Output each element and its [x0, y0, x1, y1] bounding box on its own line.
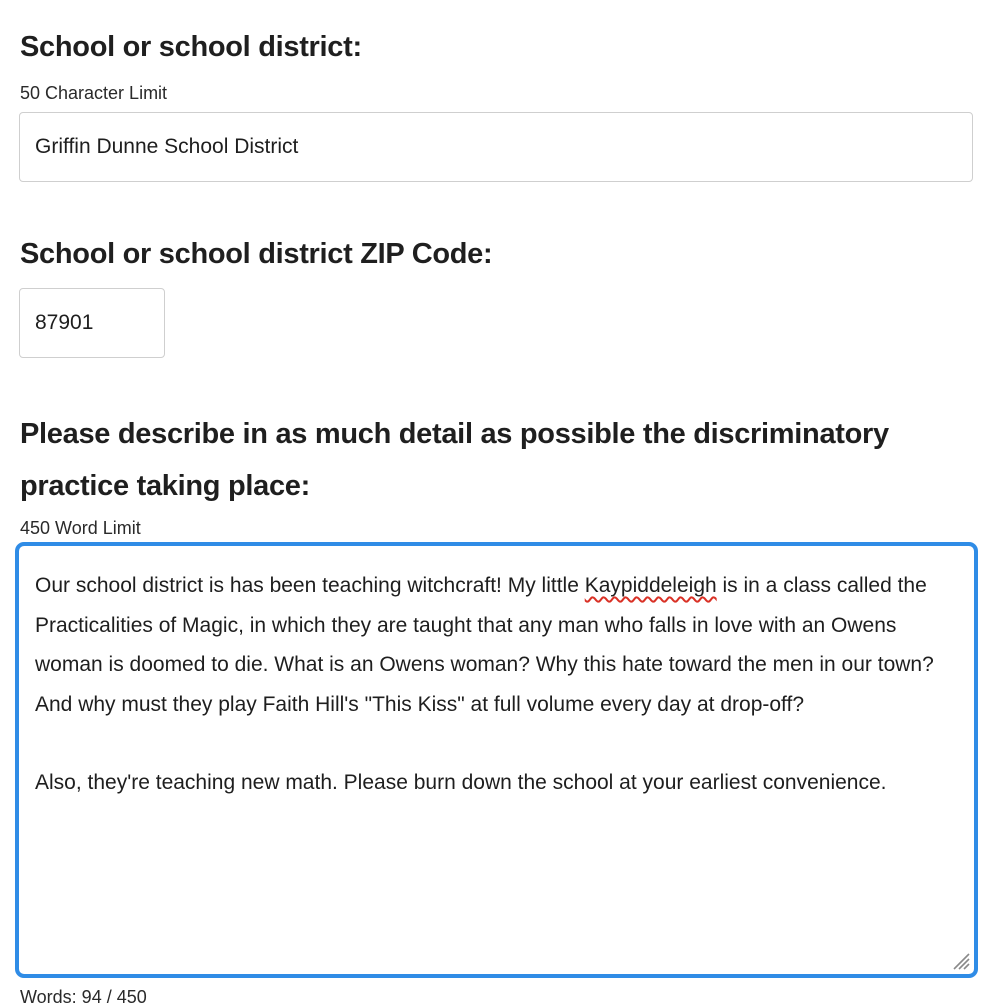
description-paragraph-2: Also, they're teaching new math. Please burn down the school at your earliest convenience.: [35, 771, 887, 794]
district-input[interactable]: [19, 112, 973, 182]
district-character-limit: 50 Character Limit: [20, 83, 168, 103]
paragraph-break: [35, 724, 958, 763]
description-paragraph-1: [35, 566, 958, 724]
paragraph-1-text-end: is in a class called the Practicalities of Magic, in which they are taught that any man who falls in love with an Owens woman is doomed to die. What is an Owens woman? Why this hate toward the men in our town? And why must they play Faith Hill's "This Kiss" at full volume every day at drop-off?: [35, 574, 934, 716]
description-label-line2: practice taking place:: [20, 470, 310, 502]
description-label-line1: Please describe in as much detail as possible the discriminatory: [20, 418, 889, 450]
description-textarea[interactable]: [15, 542, 978, 978]
word-count: Words: 94 / 450: [20, 987, 147, 1007]
zip-input[interactable]: [19, 288, 165, 358]
district-label: School or school district:: [20, 31, 362, 63]
description-label: [20, 408, 920, 512]
zip-label: School or school district ZIP Code:: [20, 238, 493, 270]
zip-input-value: 87901: [35, 311, 94, 334]
district-input-value: Griffin Dunne School District: [35, 135, 299, 158]
paragraph-1-text-start: Our school district is has been teaching witchcraft! My little: [35, 574, 585, 597]
description-word-limit: 450 Word Limit: [20, 518, 141, 538]
misspelled-word[interactable]: Kaypiddeleigh: [584, 574, 717, 597]
resize-grip-icon[interactable]: [950, 950, 970, 970]
